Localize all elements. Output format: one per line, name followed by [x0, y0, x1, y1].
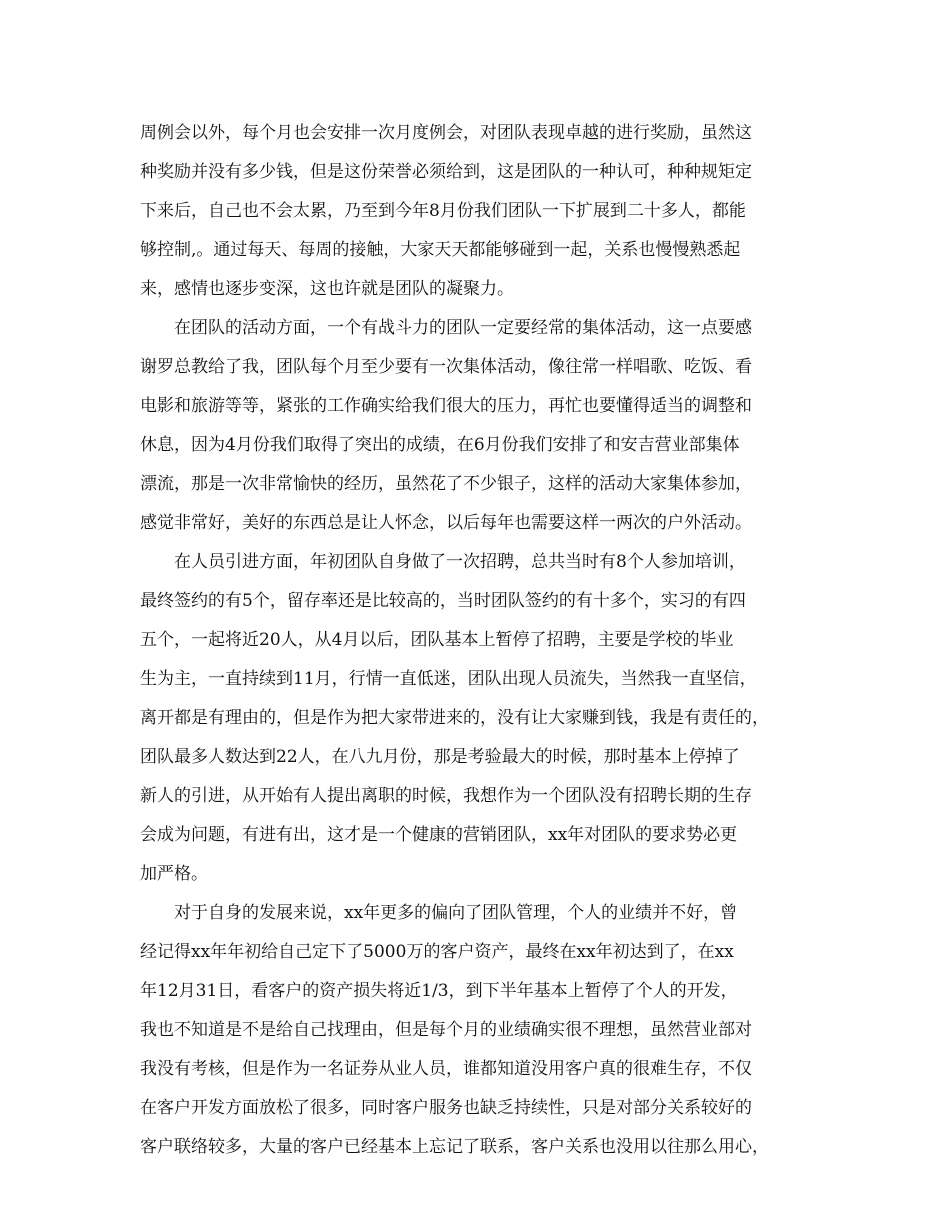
text-line: 生为主，一直持续到11月，行情一直低迷，团队出现人员流失，当然我一直坚信， — [140, 669, 757, 689]
text-line: 新人的引进，从开始有人提出离职的时候，我想作为一个团队没有招聘长期的生存 — [140, 786, 752, 806]
text-line: 谢罗总教给了我，团队每个月至少要有一次集体活动，像往常一样唱歌、吃饭、看 — [140, 357, 752, 377]
text-line: 我没有考核，但是作为一名证券从业人员，谁都知道没用客户真的很难生存，不仅 — [140, 1059, 752, 1079]
text-line: 加严格。 — [140, 864, 208, 884]
document-body — [140, 114, 830, 1167]
text-line: 感觉非常好，美好的东西总是让人怀念，以后每年也需要这样一两次的户外活动。 — [140, 513, 752, 533]
text-line: 周例会以外，每个月也会安排一次月度例会，对团队表现卓越的进行奖励，虽然这 — [140, 123, 752, 143]
paragraph-start-line: 在人员引进方面，年初团队自身做了一次招聘，总共当时有8个人参加培训， — [174, 552, 746, 572]
text-line: 电影和旅游等等，紧张的工作确实给我们很大的压力，再忙也要懂得适当的调整和 — [140, 396, 752, 416]
text-line: 种奖励并没有多少钱，但是这份荣誉必须给到，这是团队的一种认可，种种规矩定 — [140, 162, 752, 182]
text-line: 最终签约的有5个，留存率还是比较高的，当时团队签约的有十多个，实习的有四 — [140, 591, 746, 611]
text-line: 五个，一起将近20人，从4月以后，团队基本上暂停了招聘，主要是学校的毕业 — [140, 630, 734, 650]
text-line: 客户联络较多，大量的客户已经基本上忘记了联系，客户关系也没用以往那么用心， — [140, 1137, 769, 1157]
text-line: 漂流，那是一次非常愉快的经历，虽然花了不少银子，这样的活动大家集体参加， — [140, 474, 752, 494]
text-line: 会成为问题，有进有出，这才是一个健康的营销团队，xx年对团队的要求势必更 — [140, 825, 738, 845]
text-line: 经记得xx年年初给自己定下了5000万的客户资产，最终在xx年初达到了，在xx — [140, 942, 734, 962]
text-line: 够控制,。通过每天、每周的接触，大家天天都能够碰到一起，关系也慢慢熟悉起 — [140, 240, 741, 260]
paragraph-start-line: 对于自身的发展来说，xx年更多的偏向了团队管理，个人的业绩并不好，曾 — [174, 903, 738, 923]
text-line: 年12月31日，看客户的资产损失将近1/3，到下半年基本上暂停了个人的开发， — [140, 981, 738, 1001]
text-line: 在客户开发方面放松了很多，同时客户服务也缺乏持续性，只是对部分关系较好的 — [140, 1098, 752, 1118]
text-line: 离开都是有理由的，但是作为把大家带进来的，没有让大家赚到钱，我是有责任的， — [140, 708, 769, 728]
text-line: 我也不知道是不是给自己找理由，但是每个月的业绩确实很不理想，虽然营业部对 — [140, 1020, 752, 1040]
text-line: 来，感情也逐步变深，这也许就是团队的凝聚力。 — [140, 279, 514, 299]
text-line: 下来后，自己也不会太累，乃至到今年8月份我们团队一下扩展到二十多人，都能 — [140, 201, 746, 221]
text-line: 团队最多人数达到22人，在八九月份，那是考验最大的时候，那时基本上停掉了 — [140, 747, 740, 767]
text-line: 休息，因为4月份我们取得了突出的成绩，在6月份我们安排了和安吉营业部集体 — [140, 435, 740, 455]
paragraph-start-line: 在团队的活动方面，一个有战斗力的团队一定要经常的集体活动，这一点要感 — [174, 318, 752, 338]
